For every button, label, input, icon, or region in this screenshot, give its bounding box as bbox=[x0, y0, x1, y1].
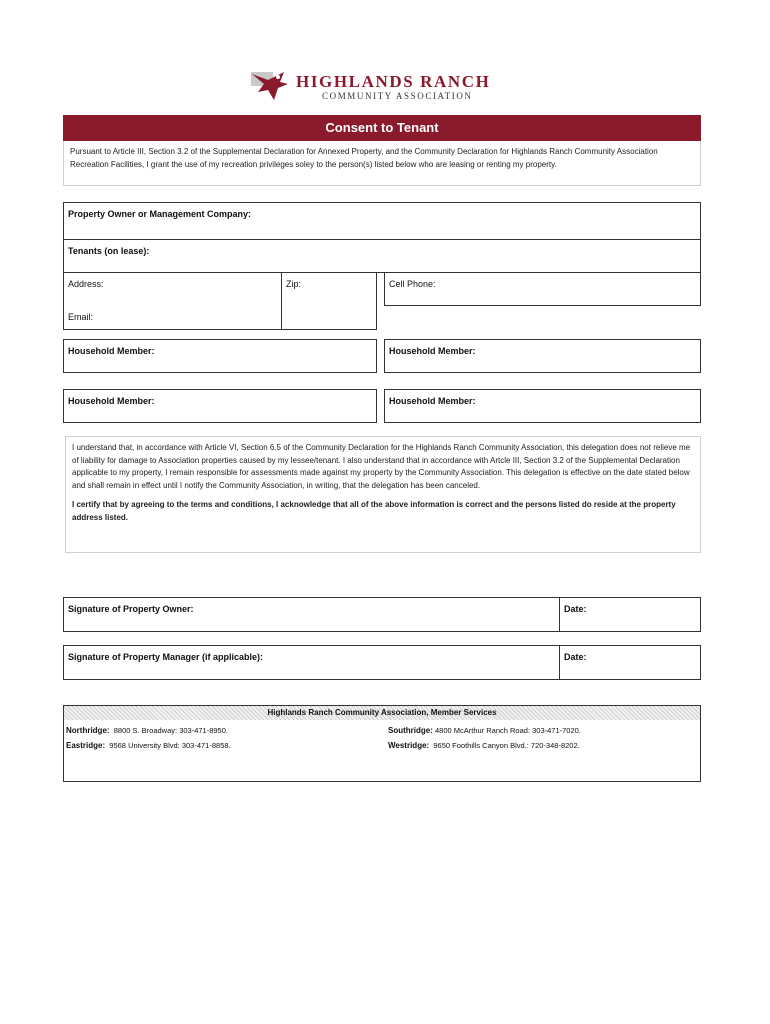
logo-title: HIGHLANDS RANCH bbox=[296, 72, 491, 91]
intro-text: Pursuant to Article III, Section 3.2 of the Supplemental Declaration for Annexed Property, and the Community Declaration for Highlands Ranch Community Association Recreation Facilities, I grant the use of my recreation privileges soley to the person(s) listed below who are leasing or renting my property. bbox=[63, 141, 701, 186]
liability-paragraph: I understand that, in accordance with Article VI, Section 6.5 of the Community Declaration for the Highlands Ranch Community Association, this delegation does not relieve me of liability for damage to Association properties caused by my lessee/tenant. I also understand that in accordance with Artcle III, Section 3.2 of the Supplemental Declaration applicable to my property, I remain responsible for assessments made against my property by the Community Association. This delegation is effective on the date stated below and shall remain in effect until I notify the Community Association, in writing, that the delegation has been canceled. bbox=[72, 443, 691, 490]
owner-label: Property Owner or Management Company: bbox=[68, 209, 252, 219]
email-label: Email: bbox=[68, 312, 94, 322]
owner-date-label: Date: bbox=[564, 604, 587, 614]
manager-date-field[interactable] bbox=[560, 645, 701, 680]
location-northridge: Northridge: 8800 S. Broadway: 303-471-8950. bbox=[66, 726, 228, 735]
location-southridge: Southridge: 4800 McArthur Ranch Road: 303-471-7020. bbox=[388, 726, 581, 735]
household-member-2-field[interactable] bbox=[384, 339, 701, 373]
location-westridge: Westridge: 9650 Foothills Canyon Blvd.: 720-348-8202. bbox=[388, 741, 580, 750]
address-label: Address: bbox=[68, 279, 104, 289]
certification-paragraph: I certify that by agreeing to the terms and conditions, I acknowledge that all of the above information is correct and the persons listed do reside at the property address listed. bbox=[72, 500, 676, 522]
manager-signature-field[interactable] bbox=[63, 645, 560, 680]
form-title: Consent to Tenant bbox=[63, 115, 701, 141]
owner-date-field[interactable] bbox=[560, 597, 701, 632]
email-field[interactable] bbox=[63, 306, 377, 330]
household-member-1-field[interactable] bbox=[63, 339, 377, 373]
manager-signature-label: Signature of Property Manager (if applicable): bbox=[68, 652, 264, 662]
eagle-icon bbox=[250, 70, 290, 104]
logo-subtitle: COMMUNITY ASSOCIATION bbox=[322, 91, 473, 101]
logo bbox=[250, 70, 500, 104]
footer-title: Highlands Ranch Community Association, Member Services bbox=[64, 706, 700, 720]
household-member-label: Household Member: bbox=[389, 346, 476, 356]
owner-field[interactable] bbox=[63, 202, 701, 240]
tenants-field[interactable] bbox=[63, 239, 701, 273]
household-member-label: Household Member: bbox=[68, 396, 155, 406]
household-member-label: Household Member: bbox=[389, 396, 476, 406]
cell-phone-label: Cell Phone: bbox=[389, 279, 436, 289]
zip-label: Zip: bbox=[286, 279, 302, 289]
member-services-footer bbox=[63, 705, 701, 782]
household-member-4-field[interactable] bbox=[384, 389, 701, 423]
manager-date-label: Date: bbox=[564, 652, 587, 662]
household-member-3-field[interactable] bbox=[63, 389, 377, 423]
household-member-label: Household Member: bbox=[68, 346, 155, 356]
cell-phone-field[interactable] bbox=[384, 272, 701, 306]
legal-statement bbox=[65, 436, 701, 553]
owner-signature-label: Signature of Property Owner: bbox=[68, 604, 194, 614]
location-eastridge: Eastridge: 9568 University Blvd: 303-471-8858. bbox=[66, 741, 231, 750]
tenants-label: Tenants (on lease): bbox=[68, 246, 150, 256]
owner-signature-field[interactable] bbox=[63, 597, 560, 632]
